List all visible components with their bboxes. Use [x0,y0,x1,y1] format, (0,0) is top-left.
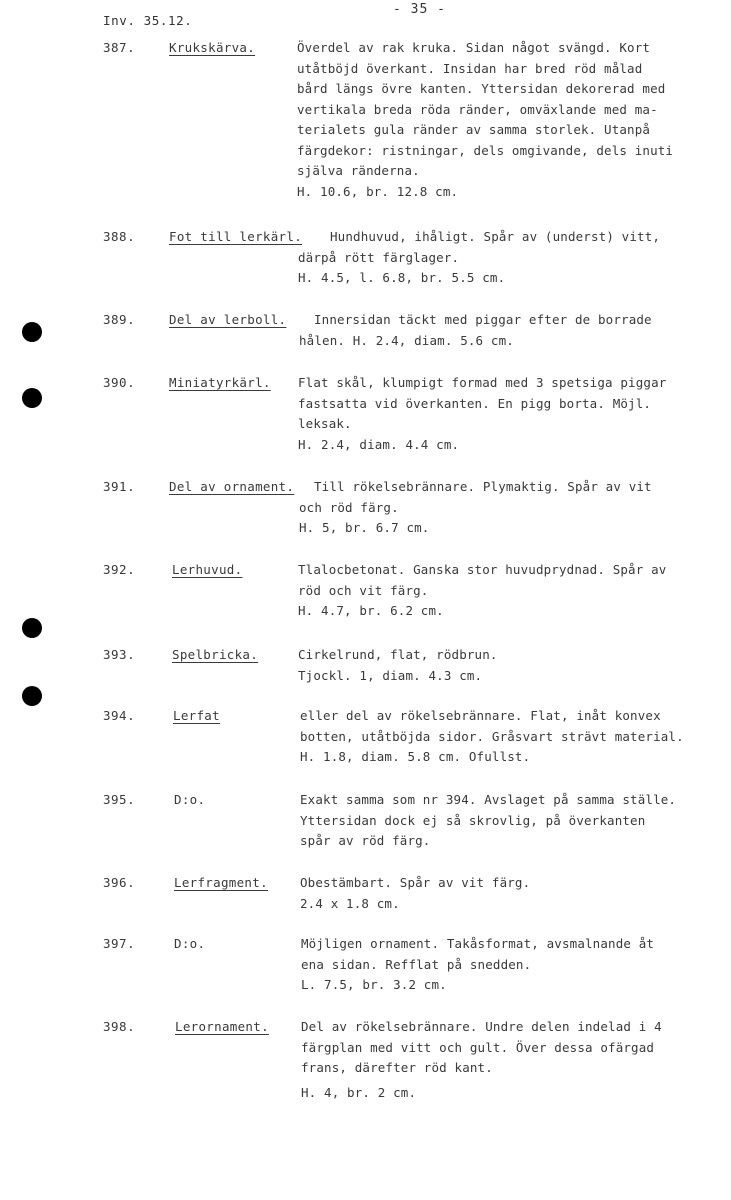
description-line: Hundhuvud, ihåligt. Spår av (underst) vitt, [330,229,661,244]
description-line: färgplan med vitt och gult. Över dessa ofärgad [301,1039,655,1055]
entry-name: Del av lerboll. [169,312,287,327]
entry-description [301,934,726,996]
inventory-number: Inv. 35.12. [103,13,193,28]
description-line: L. 7.5, br. 3.2 cm. [301,977,447,992]
description-line: själva ränderna. [297,163,420,178]
entry-name: Spelbricka. [172,647,259,662]
entry-number: 395. [103,792,136,807]
entry-description [298,560,723,622]
description-line: bård längs övre kanten. Yttersidan dekorerad med [297,81,666,96]
punch-hole [22,618,42,638]
entry-number: 392. [103,562,136,577]
entry-name: Lerfragment. [174,875,268,890]
entry-description [298,373,723,455]
description-line: leksak. [298,416,352,431]
description-line: terialets gula ränder av samma storlek. Utanpå [297,122,651,137]
description-line: Exakt samma som nr 394. Avslaget på samma ställe. [300,792,677,807]
description-line: H. 4.5, l. 6.8, br. 5.5 cm. [298,270,506,285]
description-line: 2.4 x 1.8 cm. [300,895,400,911]
entry-number: 388. [103,229,136,244]
description-line: Till rökelsebrännare. Plymaktig. Spår av vit [314,479,652,494]
description-line: Innersidan täckt med piggar efter de borrade [314,312,652,327]
entry-description [300,790,725,852]
description-line: Tjockl. 1, diam. 4.3 cm. [298,667,483,683]
punch-hole [22,322,42,342]
description-line: H. 4.7, br. 6.2 cm. [298,603,444,618]
description-line: Överdel av rak kruka. Sidan något svängd. Kort [297,40,651,55]
entry-name: Lerhuvud. [172,562,243,577]
entry-number: 398. [103,1019,136,1034]
description-line: Tlalocbetonat. Ganska stor huvudprydnad. Spår av [298,562,667,577]
description-line: färgdekor: ristningar, dels omgivande, dels inuti [297,142,674,158]
description-line: Cirkelrund, flat, rödbrun. [298,647,498,662]
description-line: H. 5, br. 6.7 cm. [299,520,430,535]
description-line: vertikala breda röda ränder, omväxlande med ma- [297,101,658,117]
entry-number: 391. [103,479,136,494]
entry-description [300,873,725,914]
description-line: och röd färg. [299,499,399,515]
entry-description [301,1017,726,1103]
description-line: därpå rött färglager. [298,249,460,265]
entry-description [298,645,723,686]
entry-number: 387. [103,40,136,55]
entry-name: D:o. [174,792,206,807]
punch-hole [22,388,42,408]
entry-number: 396. [103,875,136,890]
entry-description [299,310,724,351]
entry-description [299,477,724,539]
description-line: spår av röd färg. [300,833,431,848]
entry-name: Krukskärva. [169,40,256,55]
description-line: Yttersidan dock ej så skrovlig, på överkanten [300,812,646,828]
description-line: H. 4, br. 2 cm. [301,1084,417,1100]
entry-name: Lerornament. [175,1019,269,1034]
page-number: - 35 - [393,2,446,17]
entry-number: 389. [103,312,136,327]
entry-number: 390. [103,375,136,390]
entry-name: D:o. [174,936,206,951]
description-line: Möjligen ornament. Takåsformat, avsmalnande åt [301,936,655,951]
description-line: ena sidan. Refflat på snedden. [301,956,532,972]
entry-number: 393. [103,647,136,662]
description-line: fastsatta vid överkanten. En pigg borta. Möjl. [298,395,652,411]
description-line: H. 1.8, diam. 5.8 cm. Ofullst. [300,749,531,764]
entry-name: Fot till lerkärl. [169,229,303,244]
description-line: eller del av rökelsebrännare. Flat, inåt konvex [300,708,661,723]
entry-name: Miniatyrkärl. [169,375,271,390]
description-line: Flat skål, klumpigt formad med 3 spetsiga piggar [298,375,667,390]
description-line: botten, utåtböjda sidor. Gråsvart strävt material. [300,728,684,744]
entry-description [300,706,725,768]
description-line: Obestämbart. Spår av vit färg. [300,875,531,890]
description-line: hålen. H. 2.4, diam. 5.6 cm. [299,332,514,348]
entry-name: Del av ornament. [169,479,295,494]
description-line: Del av rökelsebrännare. Undre delen indelad i 4 [301,1019,662,1034]
description-line: utåtböjd överkant. Insidan har bred röd målad [297,60,643,76]
entry-description [298,227,723,289]
description-line: frans, därefter röd kant. [301,1060,493,1075]
entry-number: 397. [103,936,136,951]
description-line: H. 10.6, br. 12.8 cm. [297,183,459,199]
description-line: röd och vit färg. [298,582,429,598]
entry-number: 394. [103,708,136,723]
punch-hole [22,686,42,706]
entry-name: Lerfat [173,708,220,723]
entry-description [297,38,722,202]
description-line: H. 2.4, diam. 4.4 cm. [298,436,460,452]
